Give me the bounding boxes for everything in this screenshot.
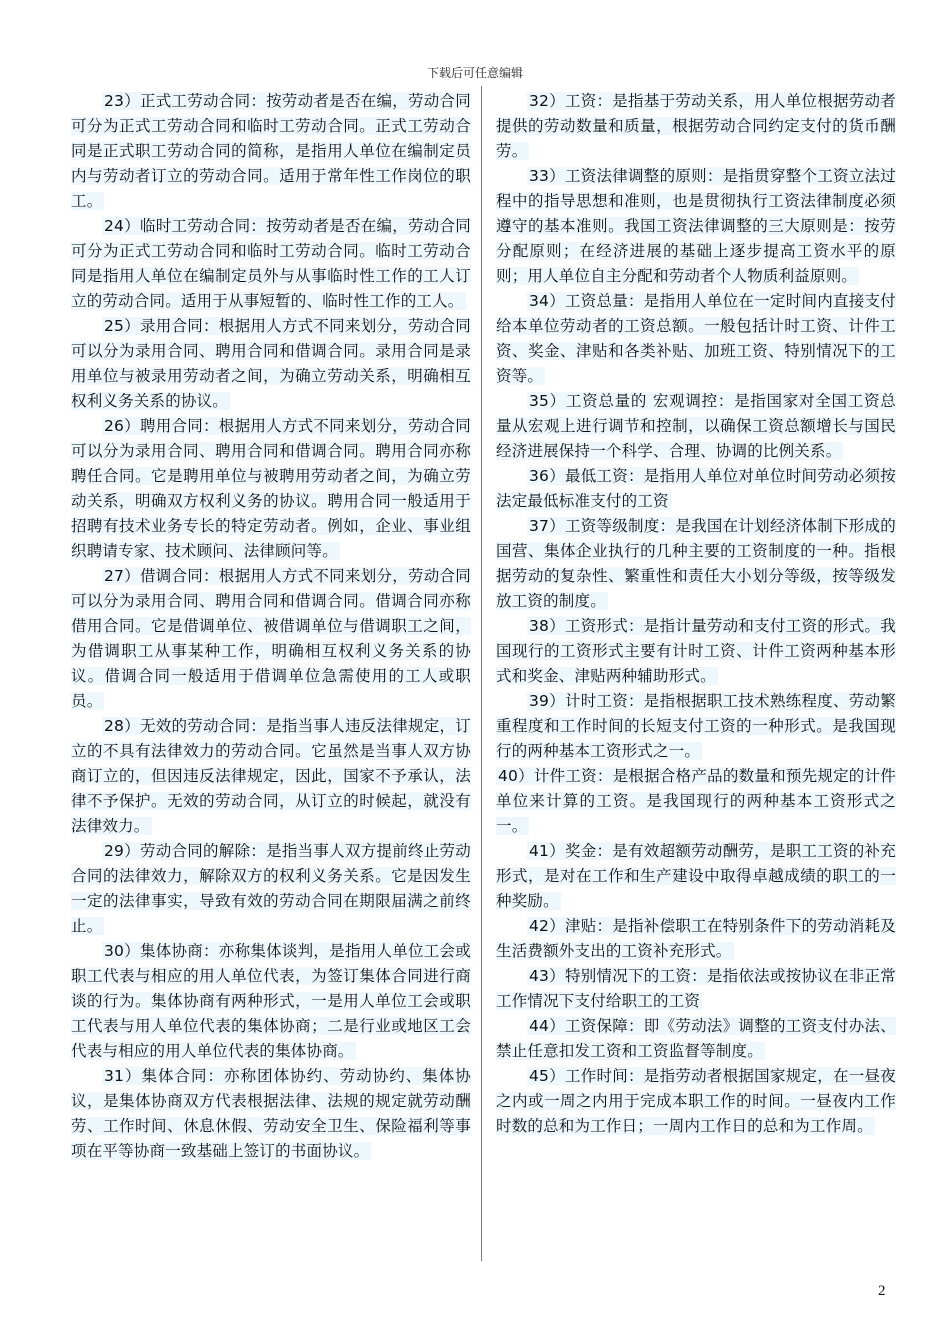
paragraph-43: 43）特别情况下的工资：是指依法或按协议在非正常工作情况下支付给职工的工资 bbox=[496, 967, 897, 1010]
paragraph-27: 27）借调合同：根据用人方式不同来划分，劳动合同可以分为录用合同、聘用合同和借调合同。借调合同亦称借用合同。它是借调单位、被借调单位与借调职工之间，为借调职工从事某种工作，明确相互权利义务关系的协议。借调合同一般适用于借调单位急需使用的工人或职员。 bbox=[71, 567, 472, 710]
paragraph-35: 35）工资总量的 宏观调控：是指国家对全国工资总量从宏观上进行调节和控制，以确保工资总额增长与国民经济进展保持一个科学、合理、协调的比例关系。 bbox=[496, 392, 896, 460]
right-column bbox=[496, 89, 896, 1139]
column-divider bbox=[481, 86, 482, 1261]
paragraph-28: 28）无效的劳动合同：是指当事人违反法律规定，订立的不具有法律效力的劳动合同。它虽然是当事人双方协商订立的，但因违反法律规定，因此，国家不予承认，法律不予保护。无效的劳动合同，从订立的时候起，就没有法律效力。 bbox=[71, 717, 472, 835]
paragraph-34: 34）工资总量：是指用人单位在一定时间内直接支付给本单位劳动者的工资总额。一般包括计时工资、计件工资、奖金、津贴和各类补贴、加班工资、特别情况下的工资等。 bbox=[496, 292, 897, 385]
paragraph-38: 38）工资形式：是指计量劳动和支付工资的形式。我国现行的工资形式主要有计时工资、计件工资两种基本形式和奖金、津贴两种辅助形式。 bbox=[496, 617, 897, 685]
paragraph-25: 25）录用合同：根据用人方式不同来划分，劳动合同可以分为录用合同、聘用合同和借调合同。录用合同是录用单位与被录用劳动者之间，为确立劳动关系，明确相互权利义务关系的协议。 bbox=[71, 317, 472, 410]
left-column bbox=[71, 89, 471, 1164]
paragraph-42: 42）津贴：是指补偿职工在特别条件下的劳动消耗及生活费额外支出的工资补充形式。 bbox=[496, 917, 897, 960]
paragraph-29: 29）劳动合同的解除：是指当事人双方提前终止劳动合同的法律效力，解除双方的权利义务关系。它是因发生一定的法律事实，导致有效的劳动合同在期限届满之前终止。 bbox=[71, 842, 472, 935]
paragraph-31: 31）集体合同：亦称团体协约、劳动协约、集体协议，是集体协商双方代表根据法律、法规的规定就劳动酬劳、工作时间、休息休假、劳动安全卫生、保险福利等事项在平等协商一致基础上签订的书面协议。 bbox=[71, 1067, 471, 1160]
paragraph-24: 24）临时工劳动合同：按劳动者是否在编，劳动合同可分为正式工劳动合同和临时工劳动合同。临时工劳动合同是指用人单位在编制定员外与从事临时性工作的工人订立的劳动合同。适用于从事短暂的、临时性工作的工人。 bbox=[71, 217, 472, 310]
page-header: 下载后可任意编辑 bbox=[426, 66, 523, 80]
page-number: 2 bbox=[878, 1283, 886, 1299]
paragraph-30: 30）集体协商：亦称集体谈判，是指用人单位工会或职工代表与相应的用人单位代表，为签订集体合同进行商谈的行为。集体协商有两种形式，一是用人单位工会或职工代表与用人单位代表的集体协商；二是行业或地区工会代表与相应的用人单位代表的集体协商。 bbox=[71, 942, 472, 1060]
paragraph-37: 37）工资等级制度：是我国在计划经济体制下形成的国营、集体企业执行的几种主要的工资制度的一种。指根据劳动的复杂性、繁重性和责任大小划分等级，按等级发放工资的制度。 bbox=[496, 517, 897, 610]
paragraph-26: 26）聘用合同：根据用人方式不同来划分，劳动合同可以分为录用合同、聘用合同和借调合同。聘用合同亦称聘任合同。它是聘用单位与被聘用劳动者之间，为确立劳动关系，明确双方权利义务的协议。聘用合同一般适用于招聘有技术业务专长的特定劳动者。例如，企业、事业组织聘请专家、技术顾问、法律顾问等。 bbox=[71, 417, 472, 560]
paragraph-23: 23）正式工劳动合同：按劳动者是否在编，劳动合同可分为正式工劳动合同和临时工劳动合同。正式工劳动合同是正式职工劳动合同的简称，是指用人单位在编制定员内与劳动者订立的劳动合同。适用于常年性工作岗位的职工。 bbox=[71, 92, 472, 210]
paragraph-40: 40）计件工资：是根据合格产品的数量和预先规定的计件单位来计算的工资。是我国现行的两种基本工资形式之一。 bbox=[496, 767, 896, 835]
paragraph-44: 44）工资保障：即《劳动法》调整的工资支付办法、禁止任意扣发工资和工资监督等制度。 bbox=[496, 1017, 897, 1060]
paragraph-45: 45）工作时间：是指劳动者根据国家规定，在一昼夜之内或一周之内用于完成本职工作的时间。一昼夜内工作时数的总和为工作日；一周内工作日的总和为工作周。 bbox=[496, 1067, 897, 1135]
paragraph-32: 32）工资：是指基于劳动关系，用人单位根据劳动者提供的劳动数量和质量，根据劳动合同约定支付的货币酬劳。 bbox=[496, 92, 897, 160]
paragraph-39: 39）计时工资：是指根据职工技术熟练程度、劳动繁重程度和工作时间的长短支付工资的一种形式。是我国现行的两种基本工资形式之一。 bbox=[496, 692, 897, 760]
paragraph-33: 33）工资法律调整的原则：是指贯穿整个工资立法过程中的指导思想和准则，也是贯彻执行工资法律制度必须遵守的基本准则。我国工资法律调整的三大原则是：按劳分配原则；在经济进展的基础上逐步提高工资水平的原则；用人单位自主分配和劳动者个人物质利益原则。 bbox=[496, 167, 897, 285]
paragraph-41: 41）奖金：是有效超额劳动酬劳，是职工工资的补充形式，是对在工作和生产建设中取得卓越成绩的职工的一种奖励。 bbox=[496, 842, 897, 910]
paragraph-36: 36）最低工资：是指用人单位对单位时间劳动必须按法定最低标准支付的工资 bbox=[496, 467, 897, 510]
